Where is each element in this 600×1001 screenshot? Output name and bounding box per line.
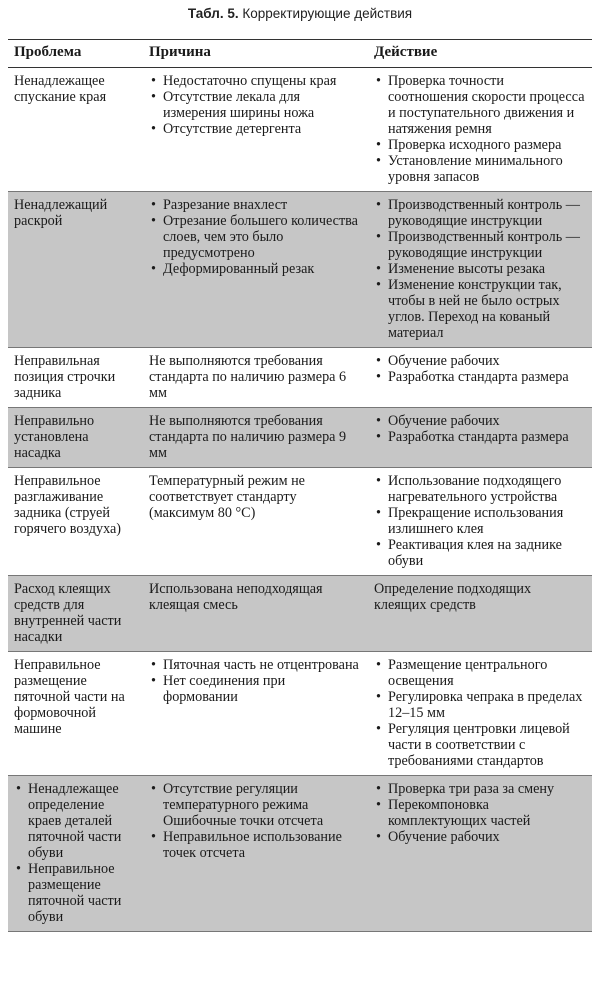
header-problem: Проблема <box>8 40 143 68</box>
action-list <box>374 473 586 569</box>
table-row <box>8 192 592 348</box>
cause-cell <box>143 776 368 932</box>
list-item: • Проверка точности соотношения скорости процесса и поступательного движения и натяжения ремня <box>374 73 586 137</box>
problem-cell <box>8 468 143 576</box>
action-list <box>374 73 586 185</box>
table-row <box>8 408 592 468</box>
list-item: • Отсутствие лекала для измерения ширины ножа <box>149 89 362 121</box>
header-row <box>8 40 592 68</box>
cause-cell <box>143 576 368 652</box>
header-action: Действие <box>368 40 592 68</box>
table-row <box>8 348 592 408</box>
cause-cell <box>143 468 368 576</box>
list-item: • Перекомпоновка комплектующих частей <box>374 797 586 829</box>
list-item: • Разработка стандарта размера <box>374 369 586 385</box>
problem-text: Ненадлежащий раскрой <box>14 197 108 229</box>
cause-cell <box>143 408 368 468</box>
list-item: • Недостаточно спущены края <box>149 73 362 89</box>
problem-cell <box>8 776 143 932</box>
cause-list <box>149 657 362 705</box>
action-cell <box>368 468 592 576</box>
list-item: • Отрезание большего количества слоев, чем это было предусмотрено <box>149 213 362 261</box>
action-list <box>374 413 586 445</box>
list-item: • Регуляция центровки лицевой части в соответствии с требованиями стандартов <box>374 721 586 769</box>
problem-cell <box>8 68 143 192</box>
action-cell <box>368 192 592 348</box>
action-list <box>374 781 586 845</box>
action-cell <box>368 348 592 408</box>
list-item: • Прекращение использования излишнего клея <box>374 505 586 537</box>
table-row <box>8 468 592 576</box>
list-item: • Изменение конструкции так, чтобы в ней не было острых углов. Переход на кованый материал <box>374 277 586 341</box>
cause-text: Использована неподходящая клеящая смесь <box>149 581 323 613</box>
action-cell <box>368 68 592 192</box>
problem-text: Расход клеящих средств для внутренней части насадки <box>14 581 122 645</box>
list-item: • Обучение рабочих <box>374 413 586 429</box>
list-item: • Разработка стандарта размера <box>374 429 586 445</box>
corrective-actions-table <box>8 39 592 932</box>
list-item: • Пяточная часть не отцентрована <box>149 657 362 673</box>
list-item: • Неправильное использование точек отсчета <box>149 829 362 861</box>
problem-text: Неправильное разглаживание задника (струей горячего воздуха) <box>14 473 122 537</box>
cause-cell <box>143 192 368 348</box>
action-cell <box>368 408 592 468</box>
problem-cell <box>8 408 143 468</box>
table-caption <box>0 6 600 21</box>
table-row <box>8 576 592 652</box>
list-item: • Размещение центрального освещения <box>374 657 586 689</box>
list-item: • Изменение высоты резака <box>374 261 586 277</box>
list-item: • Неправильное размещение пяточной части обуви <box>14 861 137 925</box>
list-item: • Проверка три раза за смену <box>374 781 586 797</box>
list-item: • Установление минимального уровня запасов <box>374 153 586 185</box>
cause-list <box>149 781 362 861</box>
cause-text: Не выполняются требования стандарта по наличию размера 9 мм <box>149 413 347 461</box>
cause-text: Температурный режим не соответствует стандарту (максимум 80 °C) <box>149 473 305 521</box>
problem-list <box>14 781 137 925</box>
list-item: • Использование подходящего нагревательного устройства <box>374 473 586 505</box>
action-text: Определение подходящих клеящих средств <box>374 581 532 613</box>
caption-text: Корректирующие действия <box>242 6 413 21</box>
action-cell <box>368 776 592 932</box>
list-item: • Производственный контроль — руководящие инструкции <box>374 197 586 229</box>
caption-label: Табл. 5. <box>187 6 239 21</box>
problem-cell <box>8 348 143 408</box>
problem-text: Неправильно установлена насадка <box>14 413 95 461</box>
table-row <box>8 652 592 776</box>
cause-list <box>149 197 362 277</box>
problem-text: Неправильная позиция строчки задника <box>14 353 116 401</box>
table-row <box>8 776 592 932</box>
list-item: • Нет соединения при формовании <box>149 673 362 705</box>
list-item: • Отсутствие детергента <box>149 121 362 137</box>
list-item: • Разрезание внахлест <box>149 197 362 213</box>
list-item: • Регулировка чепрака в пределах 12–15 мм <box>374 689 586 721</box>
cause-text: Не выполняются требования стандарта по наличию размера 6 мм <box>149 353 347 401</box>
action-cell <box>368 576 592 652</box>
list-item: • Деформированный резак <box>149 261 362 277</box>
table-row <box>8 68 592 192</box>
cause-cell <box>143 652 368 776</box>
action-cell <box>368 652 592 776</box>
header-cause: Причина <box>143 40 368 68</box>
list-item: • Ненадлежащее определение краев деталей пяточной части обуви <box>14 781 137 861</box>
problem-cell <box>8 192 143 348</box>
list-item: • Реактивация клея на заднике обуви <box>374 537 586 569</box>
problem-cell <box>8 576 143 652</box>
list-item: • Проверка исходного размера <box>374 137 586 153</box>
cause-cell <box>143 68 368 192</box>
cause-cell <box>143 348 368 408</box>
cause-list <box>149 73 362 137</box>
list-item: • Обучение рабочих <box>374 829 586 845</box>
list-item: • Производственный контроль — руководящие инструкции <box>374 229 586 261</box>
action-list <box>374 657 586 769</box>
problem-text: Неправильное размещение пяточной части на формовочной машине <box>14 657 125 737</box>
action-list <box>374 197 586 341</box>
action-list <box>374 353 586 385</box>
problem-text: Ненадлежащее спускание края <box>14 73 107 105</box>
list-item: • Отсутствие регуляции температурного режима Ошибочные точки отсчета <box>149 781 362 829</box>
list-item: • Обучение рабочих <box>374 353 586 369</box>
problem-cell <box>8 652 143 776</box>
